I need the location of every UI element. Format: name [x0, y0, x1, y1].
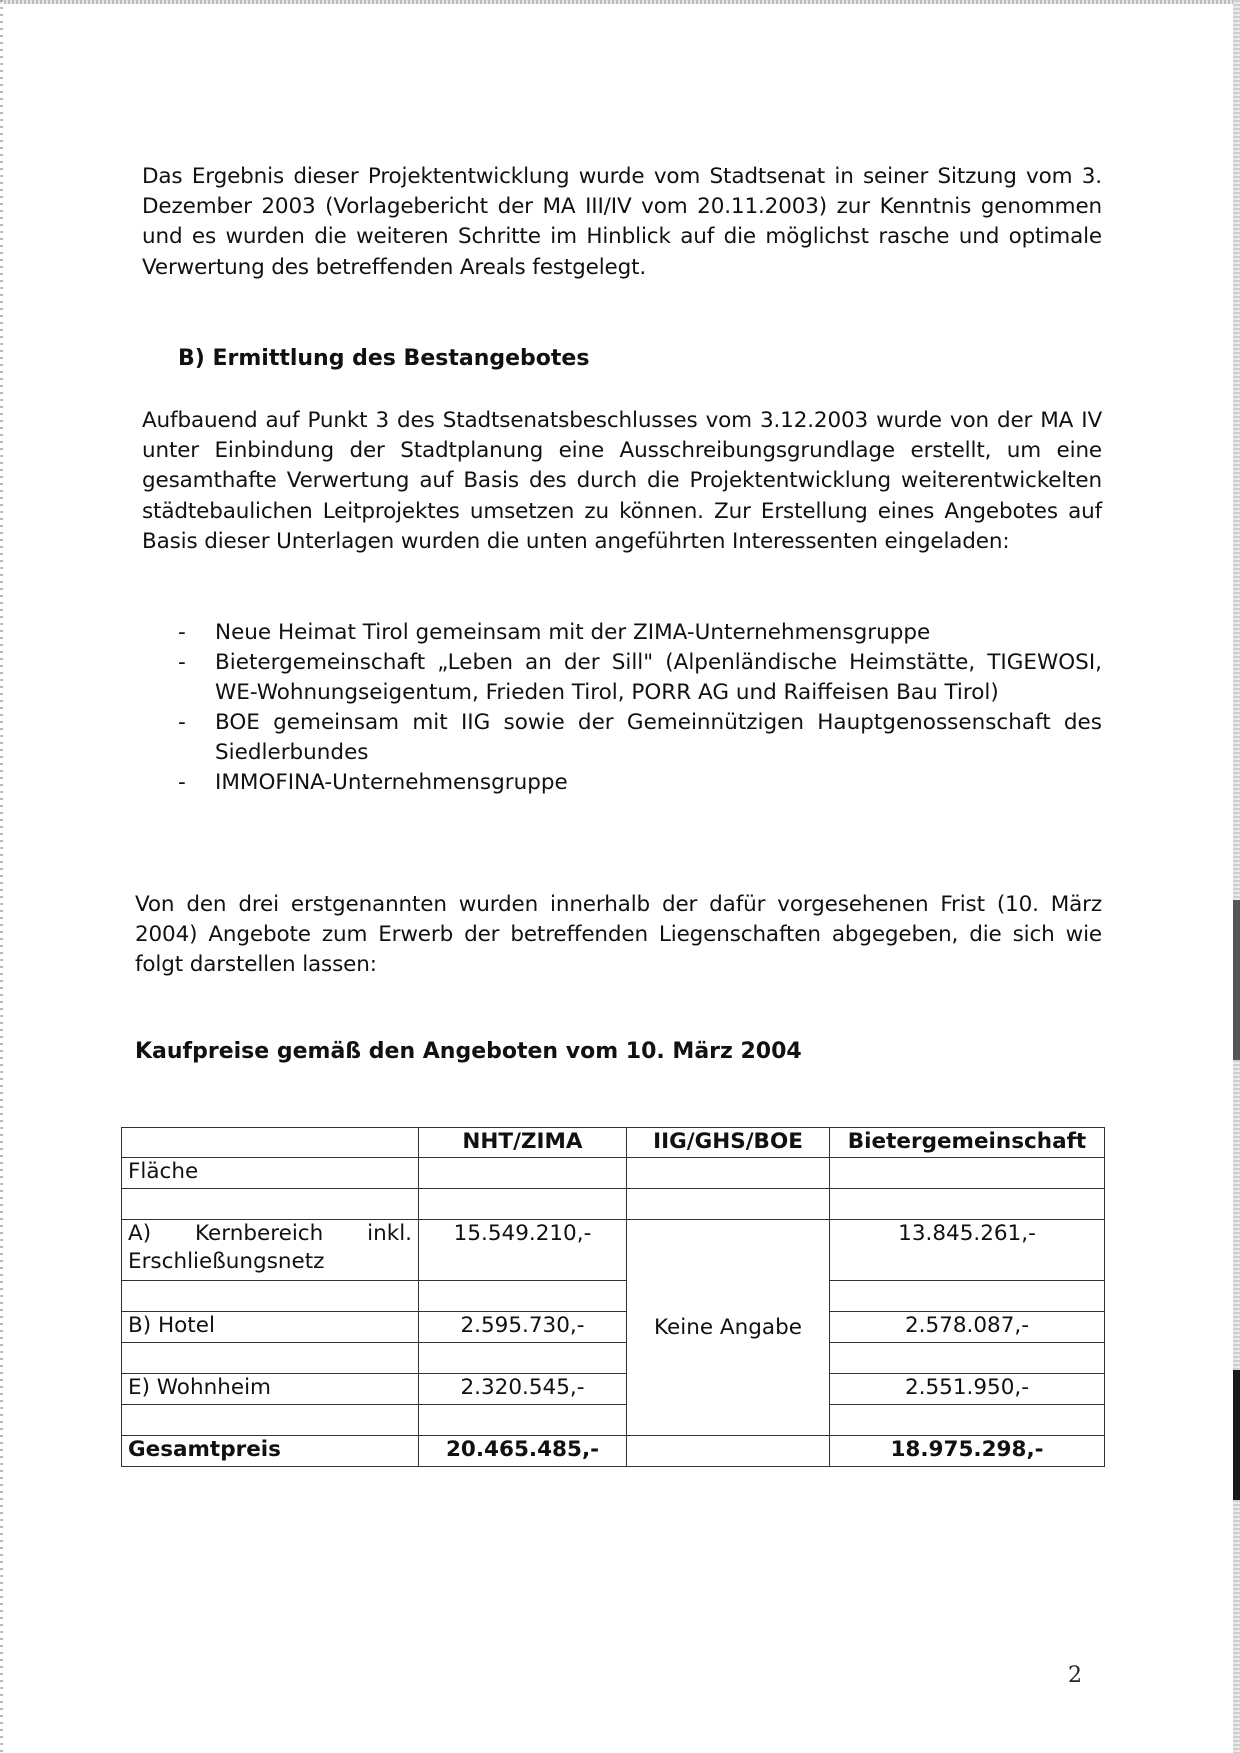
scan-artifact-dark-band [1233, 900, 1240, 1060]
table-cell [830, 1343, 1105, 1374]
list-item-text: IMMOFINA-Unternehmensgruppe [215, 770, 568, 795]
intro-paragraph-text: Das Ergebnis dieser Projektentwicklung wurde vom Stadtsenat in seiner Sitzung vom 3. Dezember 2003 (Vorlagebericht der MA III/IV vom 20.11.2003) zur Kenntnis genommen und es wurden die weiteren Schritte im Hinblick auf die möglichst rasche und optimale Verwertung des betreffenden Areals festgelegt. [142, 164, 1102, 280]
total-label: Gesamtpreis [122, 1436, 419, 1467]
table-cell [830, 1189, 1105, 1220]
section-paragraph [142, 406, 1102, 557]
spacer-row [122, 1189, 1105, 1220]
scan-artifact-dark-band [1233, 1370, 1240, 1500]
page-number: 2 [1068, 1663, 1082, 1688]
spacer-row [122, 1405, 1105, 1436]
bullet-dash: - [178, 710, 186, 735]
row-label: A) Kernbereich inkl. Erschließungsnetz [122, 1220, 419, 1281]
list-item-text: Neue Heimat Tirol gemeinsam mit der ZIMA-Unternehmensgruppe [215, 620, 931, 645]
total-nht-zima: 20.465.485,- [419, 1436, 627, 1467]
table-cell [122, 1189, 419, 1220]
row-label: B) Hotel [122, 1312, 419, 1343]
table-cell [627, 1189, 830, 1220]
scan-artifact-right [1233, 0, 1240, 1753]
list-item-text: Bietergemeinschaft „Leben an der Sill" (Alpenländische Heimstätte, TIGEWOSI, WE-Wohnungseigentum, Frieden Tirol, PORR AG und Raiffeisen Bau Tirol) [215, 650, 1102, 705]
table-row [122, 1158, 1105, 1189]
nht-zima-value: 2.320.545,- [419, 1374, 627, 1405]
column-header: IIG/GHS/BOE [627, 1128, 830, 1158]
bietergemeinschaft-value: 2.578.087,- [830, 1312, 1105, 1343]
bietergemeinschaft-value: 13.845.261,- [830, 1220, 1105, 1281]
price-table [121, 1127, 1105, 1467]
table-row [122, 1374, 1105, 1405]
section-heading: B) Ermittlung des Bestangebotes [178, 346, 590, 371]
bietergemeinschaft-value: 2.551.950,- [830, 1374, 1105, 1405]
total-iig-ghs-boe [627, 1436, 830, 1467]
table-cell [122, 1405, 419, 1436]
closing-paragraph-text: Von den drei erstgenannten wurden innerhalb der dafür vorgesehenen Frist (10. März 2004) Angebote zum Erwerb der betreffenden Liegenschaften abgegeben, die sich wie folgt darstellen lassen: [135, 892, 1102, 978]
bullet-dash: - [178, 620, 186, 645]
section-paragraph-text: Aufbauend auf Punkt 3 des Stadtsenatsbeschlusses vom 3.12.2003 wurde von der MA IV unter Einbindung der Stadtplanung eine Ausschreibungsgrundlage erstellt, um eine gesamthafte Verwertung auf Basis des durch die Projektentwicklung weiterentwickelten städtebaulichen Leitprojektes umsetzen zu können. Zur Erstellung eines Angebotes auf Basis dieser Unterlagen wurden die unten angeführten Interessenten eingeladen: [142, 408, 1102, 554]
list-item [178, 618, 1102, 648]
column-header: Bietergemeinschaft [830, 1128, 1105, 1158]
table-cell [830, 1405, 1105, 1436]
intro-paragraph [142, 162, 1102, 283]
table-cell [419, 1189, 627, 1220]
bidder-list [178, 618, 1102, 798]
list-item [178, 768, 1102, 798]
scan-artifact-top [0, 0, 1240, 4]
table-cell [627, 1158, 830, 1189]
table-cell [122, 1281, 419, 1312]
spacer-row [122, 1281, 1105, 1312]
bullet-dash: - [178, 770, 186, 795]
column-header: NHT/ZIMA [419, 1128, 627, 1158]
table-row [122, 1220, 1105, 1281]
table-title: Kaufpreise gemäß den Angeboten vom 10. März 2004 [135, 1039, 802, 1064]
spacer-row [122, 1343, 1105, 1374]
table-header-row [122, 1128, 1105, 1158]
list-item [178, 648, 1102, 708]
area-label: Fläche [122, 1158, 419, 1189]
nht-zima-value: 15.549.210,- [419, 1220, 627, 1281]
list-item-text: BOE gemeinsam mit IIG sowie der Gemeinnützigen Hauptgenossenschaft des Siedlerbundes [215, 710, 1102, 765]
table-cell [419, 1281, 627, 1312]
table-cell [419, 1405, 627, 1436]
no-data-cell: Keine Angabe [627, 1220, 830, 1436]
row-label: E) Wohnheim [122, 1374, 419, 1405]
table-cell [419, 1343, 627, 1374]
scan-artifact-left [0, 0, 3, 1753]
bullet-dash: - [178, 650, 186, 675]
table-row [122, 1312, 1105, 1343]
total-row [122, 1436, 1105, 1467]
nht-zima-value: 2.595.730,- [419, 1312, 627, 1343]
closing-paragraph [135, 890, 1102, 981]
table-cell [419, 1158, 627, 1189]
table-cell [830, 1158, 1105, 1189]
table-cell [122, 1343, 419, 1374]
table-cell [830, 1281, 1105, 1312]
total-bietergemeinschaft: 18.975.298,- [830, 1436, 1105, 1467]
list-item [178, 708, 1102, 768]
column-header [122, 1128, 419, 1158]
